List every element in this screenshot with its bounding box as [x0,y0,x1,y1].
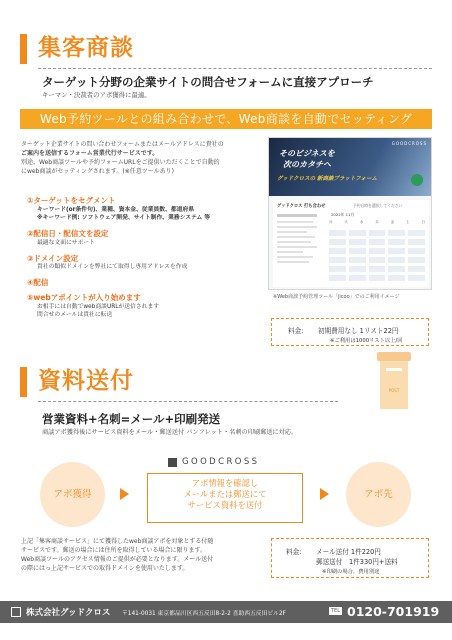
mock-headline-1: そのビジネスを [279,149,335,158]
title-accent-bar [20,34,27,64]
intro-line: ご案内を送信するフォーム営業代行サービスです。 [21,150,159,157]
step-detail: キーワード(or条件句)、業種、資本金、従業員数、都道府県 [37,206,195,213]
desc-line: Web商談ツールのアクセス情報のご提供が必要となります。メール送付 [21,556,214,563]
flow-process-line: サービス資料を送付 [187,500,263,511]
section-title-shiryo: 資料送付 [38,368,134,394]
step-5 [27,293,267,320]
desc-line: サービスです。郵送の場合には住所を取得している場合に限ります。 [21,547,207,554]
step-2 [27,229,267,247]
step-list [27,196,267,320]
step-detail: お相手には自動でweb商談URLが送信されます [37,303,160,310]
step-1 [27,196,267,223]
logo-text: GOODCROSS [182,457,260,467]
post-icon [377,352,411,416]
mock-calendar [329,220,425,281]
mock-slot-grid [329,230,425,281]
fee-note: ※印刷の場合、費用別途 [322,569,380,575]
flow-arrow-icon [320,488,329,500]
mock-headline-2: 次のカタチへ [283,160,331,169]
desc-line: の際にはっ上記サービスでの取得ドメインを使用いたします。 [21,565,189,572]
step-detail: 最適な文面にサポート [37,239,95,246]
intro-text [21,140,261,176]
company-logo-icon [11,607,21,617]
fee-label: 料金: [288,327,304,335]
flow-arrow-icon [120,488,129,500]
screenshot-caption: ※Web商談予約管理ツール「jicoo」でのご利用イメージ [273,294,400,300]
footer-bar [0,601,452,623]
section2-description [21,537,266,573]
phone-number[interactable]: 0120-701919 [347,604,440,619]
section1-sub: キーマン・決裁者のアポ獲得に最適。 [42,91,151,99]
company-address: 〒141-0031 東京都品川区西五反田8-2-2 喜助西五反田ビル2F [122,611,287,617]
intro-line: にweb商談がセッティングされます。(※任意ツールあり) [21,168,174,175]
step-3 [27,254,267,272]
mock-subtitle: 予約日時を選択してください [353,203,403,208]
section2-lead: 営業資料+名刺=メール+印刷発送 [42,412,221,426]
title-underline [38,68,432,69]
flow-end-circle: アポ先 [346,462,411,527]
step-detail: ※キーワード例: ソフトウェア開発、サイト制作、業務システム 等 [37,215,211,222]
title-accent-bar [20,367,27,397]
mock-month: 2022年 11月 [331,212,355,217]
fee-label: 料金: [286,548,302,556]
step-detail: 貴社の類似ドメインを弊社にて取得し専用アドレスを作成 [37,264,188,271]
flow-start-circle: アポ獲得 [40,462,105,527]
company-name: 株式会社グッドクロス [26,608,111,618]
flow-process-line: アポ情報を確認し [191,478,259,488]
fee-box-1 [271,318,429,346]
intro-line: 別途、Web商談ツールや予約フォームURLをご提供いただくことで自動的 [21,159,220,166]
mock-title: グッドクロス 打ち合わせ [277,204,326,209]
mock-day: 水 [359,220,364,224]
flow-process-line: メールまたは郵送にて [183,489,267,500]
desc-line: 上記「集客商談サービス」にて獲得したweb商談アポを対象とする付随 [21,538,214,545]
section-title-shukyaku: 集客商談 [38,35,134,61]
title-underline [38,401,338,402]
mock-day: 土 [406,220,410,224]
mock-day: 日 [421,220,425,224]
fee-note: ※ご利用は1000リスト以上/回 [330,338,403,344]
section1-lead: ターゲット分野の企業サイトの問合せフォームに直接アプローチ [42,75,374,89]
fee-line: 郵送送付 1件330円+送料 [316,558,398,566]
logo-mark-icon [168,458,177,467]
step-heading: ①ターゲットをセグメント [27,196,116,205]
step-heading: ②配信日・配信文を設定 [27,229,109,239]
fee-box-2 [271,538,429,578]
fee-line: 初期費用なし 1リスト22円 [318,327,399,335]
section2-sub: 商談アポ獲得後にサービス資料をメール・郵送送付 パンフレット・名刺の印刷郵送に対応。 [42,429,298,436]
mock-logo-badge [411,174,423,186]
post-label: POST [388,388,400,393]
tel-label: TEL [331,608,340,614]
mock-brand: GOODCROSS [391,141,427,146]
step-heading: ④配信 [27,278,49,287]
mock-day: 金 [390,220,395,224]
booking-tool-screenshot [268,137,432,290]
mock-panel [273,200,429,287]
step-heading: ③ドメイン設定 [27,253,79,263]
step-heading: ⑤webアポイントが入り始めます [27,292,141,302]
step-detail: 問合せのメールは貴社に転送 [37,312,113,319]
fee-line: メール送付 1件220円 [316,548,381,556]
feature-banner: Web予約ツールとの組み合わせで、Web商談を自動でセッティング [20,109,432,129]
mock-info-column [277,214,321,284]
mock-day: 火 [344,220,348,224]
step-4 [27,278,267,288]
mock-headline-3: グッドクロスの 新商談プラットフォーム [277,176,377,182]
flow-process-box [147,473,303,523]
intro-line: ターゲット企業サイトの問い合わせフォームまたはメールアドレスに貴社の [21,141,224,148]
mock-hero [269,138,432,196]
mock-day: 木 [375,220,379,224]
mock-day: 月 [329,220,333,224]
